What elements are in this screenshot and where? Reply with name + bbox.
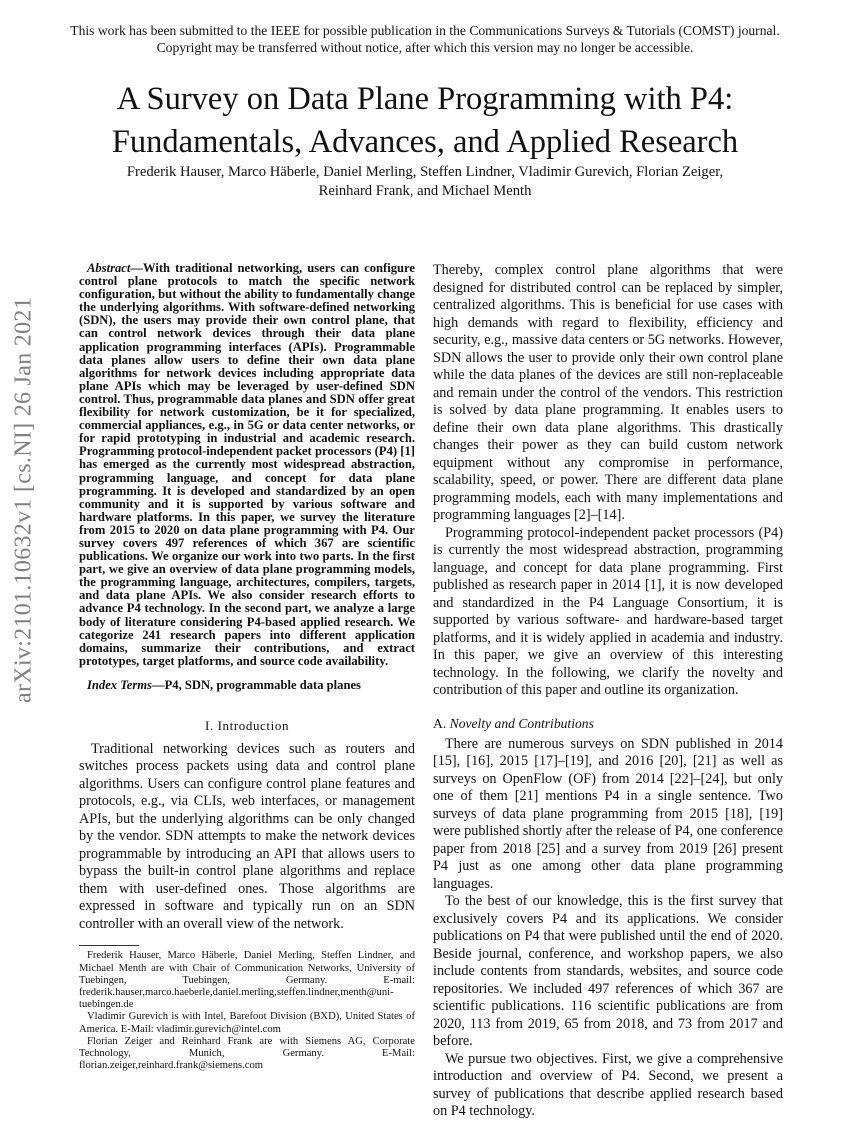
footnote-affiliation-1: Frederik Hauser, Marco Häberle, Daniel Merling, Steffen Lindner, and Michael Menth are with Chair of Communication Networks, University of Tuebingen, Tuebingen, Germany. E-mail: frederik.hauser,marco.haeberle,daniel.merling,steffen.lindner,menth@uni-tuebingen.de [79, 950, 415, 1011]
authors-line-2: Reinhard Frank, and Michael Menth [318, 183, 532, 199]
subsection-title: Novelty and Contributions [449, 715, 594, 731]
body-paragraph-3: There are numerous surveys on SDN published in 2014 [15], [16], 2015 [17]–[19], and 2016 [20], [21] as well as surveys on OpenFlow (OF) from 2014 [22]–[24], but only one of them [21] mentions P4 in a single sentence. Two surveys of data plane programming from 2015 [18], [19] were published shortly after the release of P4, one conference paper from 2018 [25] and a survey from 2019 [26] present P4 just as one among other data plane programming languages. [433, 735, 783, 892]
title-line-2: Fundamentals, Advances, and Applied Research [111, 124, 739, 160]
subsection-heading [433, 716, 783, 732]
intro-paragraph: Traditional networking devices such as routers and switches process packets using data and control plane algorithms. Users can configure control plane features and protocols, e.g., via CLIs, web interfaces, or management APIs, but the underlying algorithms can be only changed by the vendor. SDN attempts to make the network devices programmable by introducing an API that allows users to bypass the built-in control plane algorithms and replace them with user-defined ones. Those algorithms are expressed in software and typically run on an SDN controller with an overall view of the network. [79, 740, 415, 932]
abstract-text: —With traditional networking, users can configure control plane protocols to match the specific network configuration, but without the ability to fundamentally change the underlying algorithms. With software-defined networking (SDN), the users may provide their own control plane, that can control network devices through their data plane application programming interfaces (APIs). Programmable data planes allow users to define their own data plane algorithms for network devices including appropriate data plane APIs which may be leveraged by user-defined SDN control. Thus, programmable data planes and SDN offer great flexibility for network customization, be it for specialized, commercial appliances, e.g., in 5G or data center networks, or for rapid prototyping in industrial and academic research. Programming protocol-independent packet processors (P4) [1] has emerged as the currently most widespread abstraction, programming language, and concept for data plane programming. It is developed and standardized by an open community and it is supported by various software and hardware platforms. In this paper, we survey the literature from 2015 to 2020 on data plane programming with P4. Our survey covers 497 references of which 367 are scientific publications. We organize our work into two parts. In the first part, we give an overview of data plane programming models, the programming language, architectures, compilers, targets, and data plane APIs. We also consider research efforts to advance P4 technology. In the second part, we analyze a large body of literature considering P4-based applied research. We categorize 241 research papers into different application domains, summarize their contributions, and extract prototypes, target platforms, and source code availability. [79, 261, 415, 668]
index-terms-text: —P4, SDN, programmable data planes [151, 677, 361, 692]
subsection-letter: A. [433, 715, 447, 731]
abstract [79, 262, 415, 668]
footnote-affiliation-3: Florian Zeiger and Reinhard Frank are with Siemens AG, Corporate Technology, Munich, Germany. E-Mail: florian.zeiger,reinhard.frank@siemens.com [79, 1035, 415, 1072]
author-list [80, 163, 770, 201]
body-paragraph-2: Programming protocol-independent packet processors (P4) is currently the most widespread abstraction, programming language, and concept for data plane programming. First published as research paper in 2014 [1], it is now developed and standardized in the P4 Language Consortium, it is supported by various software- and hardware-based target platforms, and it is widely applied in academia and industry. In this paper, we give an overview of this interesting technology. In the following, we clarify the novelty and contribution of this paper and outline its organization. [433, 524, 783, 698]
arxiv-sidebar [0, 296, 48, 704]
abstract-label: Abstract [87, 261, 131, 275]
footnote-divider [79, 945, 139, 946]
right-column [433, 262, 783, 1121]
paper-title [40, 78, 810, 164]
arxiv-identifier: arXiv:2101.10632v1 [cs.NI] 26 Jan 2021 [10, 296, 37, 704]
submission-notice: This work has been submitted to the IEEE for possible publication in the Communications Surveys & Tutorials (COMST) journal. Copyright may be transferred without notice, after which this version may no longer be accessible. [70, 23, 780, 55]
footnote-affiliation-2: Vladimir Gurevich is with Intel, Barefoot Division (BXD), United States of America. E-Mail: vladimir.gurevich@intel.com [79, 1011, 415, 1035]
index-terms [79, 678, 415, 692]
section-heading-introduction: I. Introduction [204, 717, 290, 733]
body-paragraph-5: We pursue two objectives. First, we give a comprehensive introduction and overview of P4. Second, we present a survey of publications that describe applied research based on P4 technology. [433, 1050, 783, 1119]
body-paragraph-1: Thereby, complex control plane algorithms that were designed for distributed control can be replaced by simpler, centralized algorithms. This is beneficial for use cases with high demands with regard to flexibility, efficiency and security, e.g., massive data centers or 5G networks. However, SDN allows the user to provide only their own control plane while the data planes of the devices are still non-replaceable and remain under the control of the vendors. This restriction is solved by data plane programming. It enables users to define their own data plane algorithms. This drastically changes their power as they can build custom network equipment without any compromise in performance, scalability, speed, or power. There are different data plane programming models, each with many implementations and programming languages [2]–[14]. [433, 262, 783, 523]
body-paragraph-4: To the best of our knowledge, this is the first survey that exclusively covers P4 and its applications. We consider publications on P4 that were published until the end of 2020. Beside journal, conference, and workshop papers, we also include contents from standards, websites, and source code repositories. We included 497 references of which 367 are scientific publications. 116 scientific publications are from 2020, 113 from 2019, 65 from 2018, and 73 from 2017 and before. [433, 893, 783, 1049]
left-column [79, 262, 415, 1072]
title-line-1: A Survey on Data Plane Programming with P4: [116, 81, 734, 117]
authors-line-1: Frederik Hauser, Marco Häberle, Daniel Merling, Steffen Lindner, Vladimir Gurevich, Florian Zeiger, [126, 164, 724, 180]
index-terms-label: Index Terms [87, 677, 152, 692]
